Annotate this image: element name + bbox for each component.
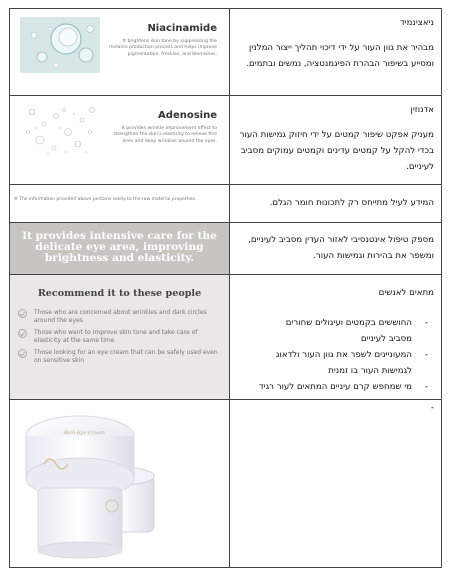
promo-cell [10,223,230,275]
ingredient-name: Adenosine [158,110,217,121]
niacinamide-image [20,17,100,73]
hebrew-cell [230,400,442,568]
recommend-item: Those who want to improve skin tone and take care of elasticity at the same time [18,329,223,344]
adenosine-image [20,102,100,158]
hebrew-body: מעניק אפקט שיפור קמטים על ידי חיזוק גמישות העור בכדי להקל על קמטים עדינים וקמטים עמוקים מסביב לעיניים. [239,130,434,172]
hebrew-body: מספק טיפול אינטנסיבי לאזור העדין מסביב לעיניים, ומשפר את בהירות וגמישות העור. [248,235,434,261]
recommend-title: Recommend it to these people [37,288,202,299]
table-row [10,223,442,275]
hebrew-cell [230,9,442,96]
promo-banner [10,223,229,274]
list-item: - החוששים בקמטים ועיגולים שחורים [236,315,434,331]
raw-material-note: ※ The information provided above pertains solely to the raw material properties. [14,197,197,202]
note-cell [10,185,230,223]
list-item: מסביב לעיניים [360,334,412,344]
table-row [10,275,442,400]
hebrew-cell [230,223,442,275]
ingredient-description: It provides wrinkle improvement effect to strengthen the skin's elasticity to relieve fine lines and deep wrinkles around the eyes. [113,126,217,144]
hebrew-title: אדנוזין [410,105,434,115]
recommend-cell [10,275,230,400]
recommend-panel [10,275,229,399]
promo-text: It provides intensive care for the delicate eye area, improving brightness and elasticity. [22,230,217,264]
table-row [10,400,442,568]
list-item: - המעוניינים לשפר את גוון העור ולדאוג [236,347,434,363]
recommend-item: Those who are concerned about wrinkles and dark circles around the eyes [18,309,223,324]
hebrew-list [236,315,434,395]
hebrew-cell [230,185,442,223]
table-row [10,9,442,96]
list-item: לגמישות העור בו זמנית [328,366,412,376]
table-row [10,185,442,223]
ingredient-cell-niacinamide [10,9,230,96]
hebrew-body: המידע לעיל מתייחס רק לתכונות חומר הגלם. [269,198,434,208]
check-circle-icon [18,329,27,338]
hebrew-body: - [430,403,434,413]
hebrew-title: ניאצינמיד [399,18,434,28]
hebrew-cell [230,96,442,185]
ingredient-name: Niacinamide [147,23,217,34]
document-page [9,8,441,568]
check-circle-icon [18,349,27,358]
check-circle-icon [18,309,27,318]
ingredient-table [9,8,442,568]
hebrew-body: מבהיר את גוון העור על ידי דיכוי תהליך ייצור המלנין ומסייע בשיפור הבהרת הפיגמנטציה, נמשים ובתמים. [246,43,434,69]
recommend-item: Those looking for an eye cream that can be safely used even on sensitive skin [18,349,223,364]
product-image [10,400,229,560]
hebrew-title: מתאים לאנשים [378,288,434,298]
hebrew-cell [230,275,442,400]
product-label: Rich Eye Cream [64,430,105,436]
ingredient-cell-adenosine [10,96,230,185]
table-row [10,96,442,185]
product-cell [10,400,230,568]
ingredient-description: It brightens skin tone by suppressing the melanin production process and helps improve pigmentation, freckles, and blemishes. [109,39,217,57]
list-item: - מי שמחפש קרם עיניים המתאים לעור רגיד [236,379,434,395]
